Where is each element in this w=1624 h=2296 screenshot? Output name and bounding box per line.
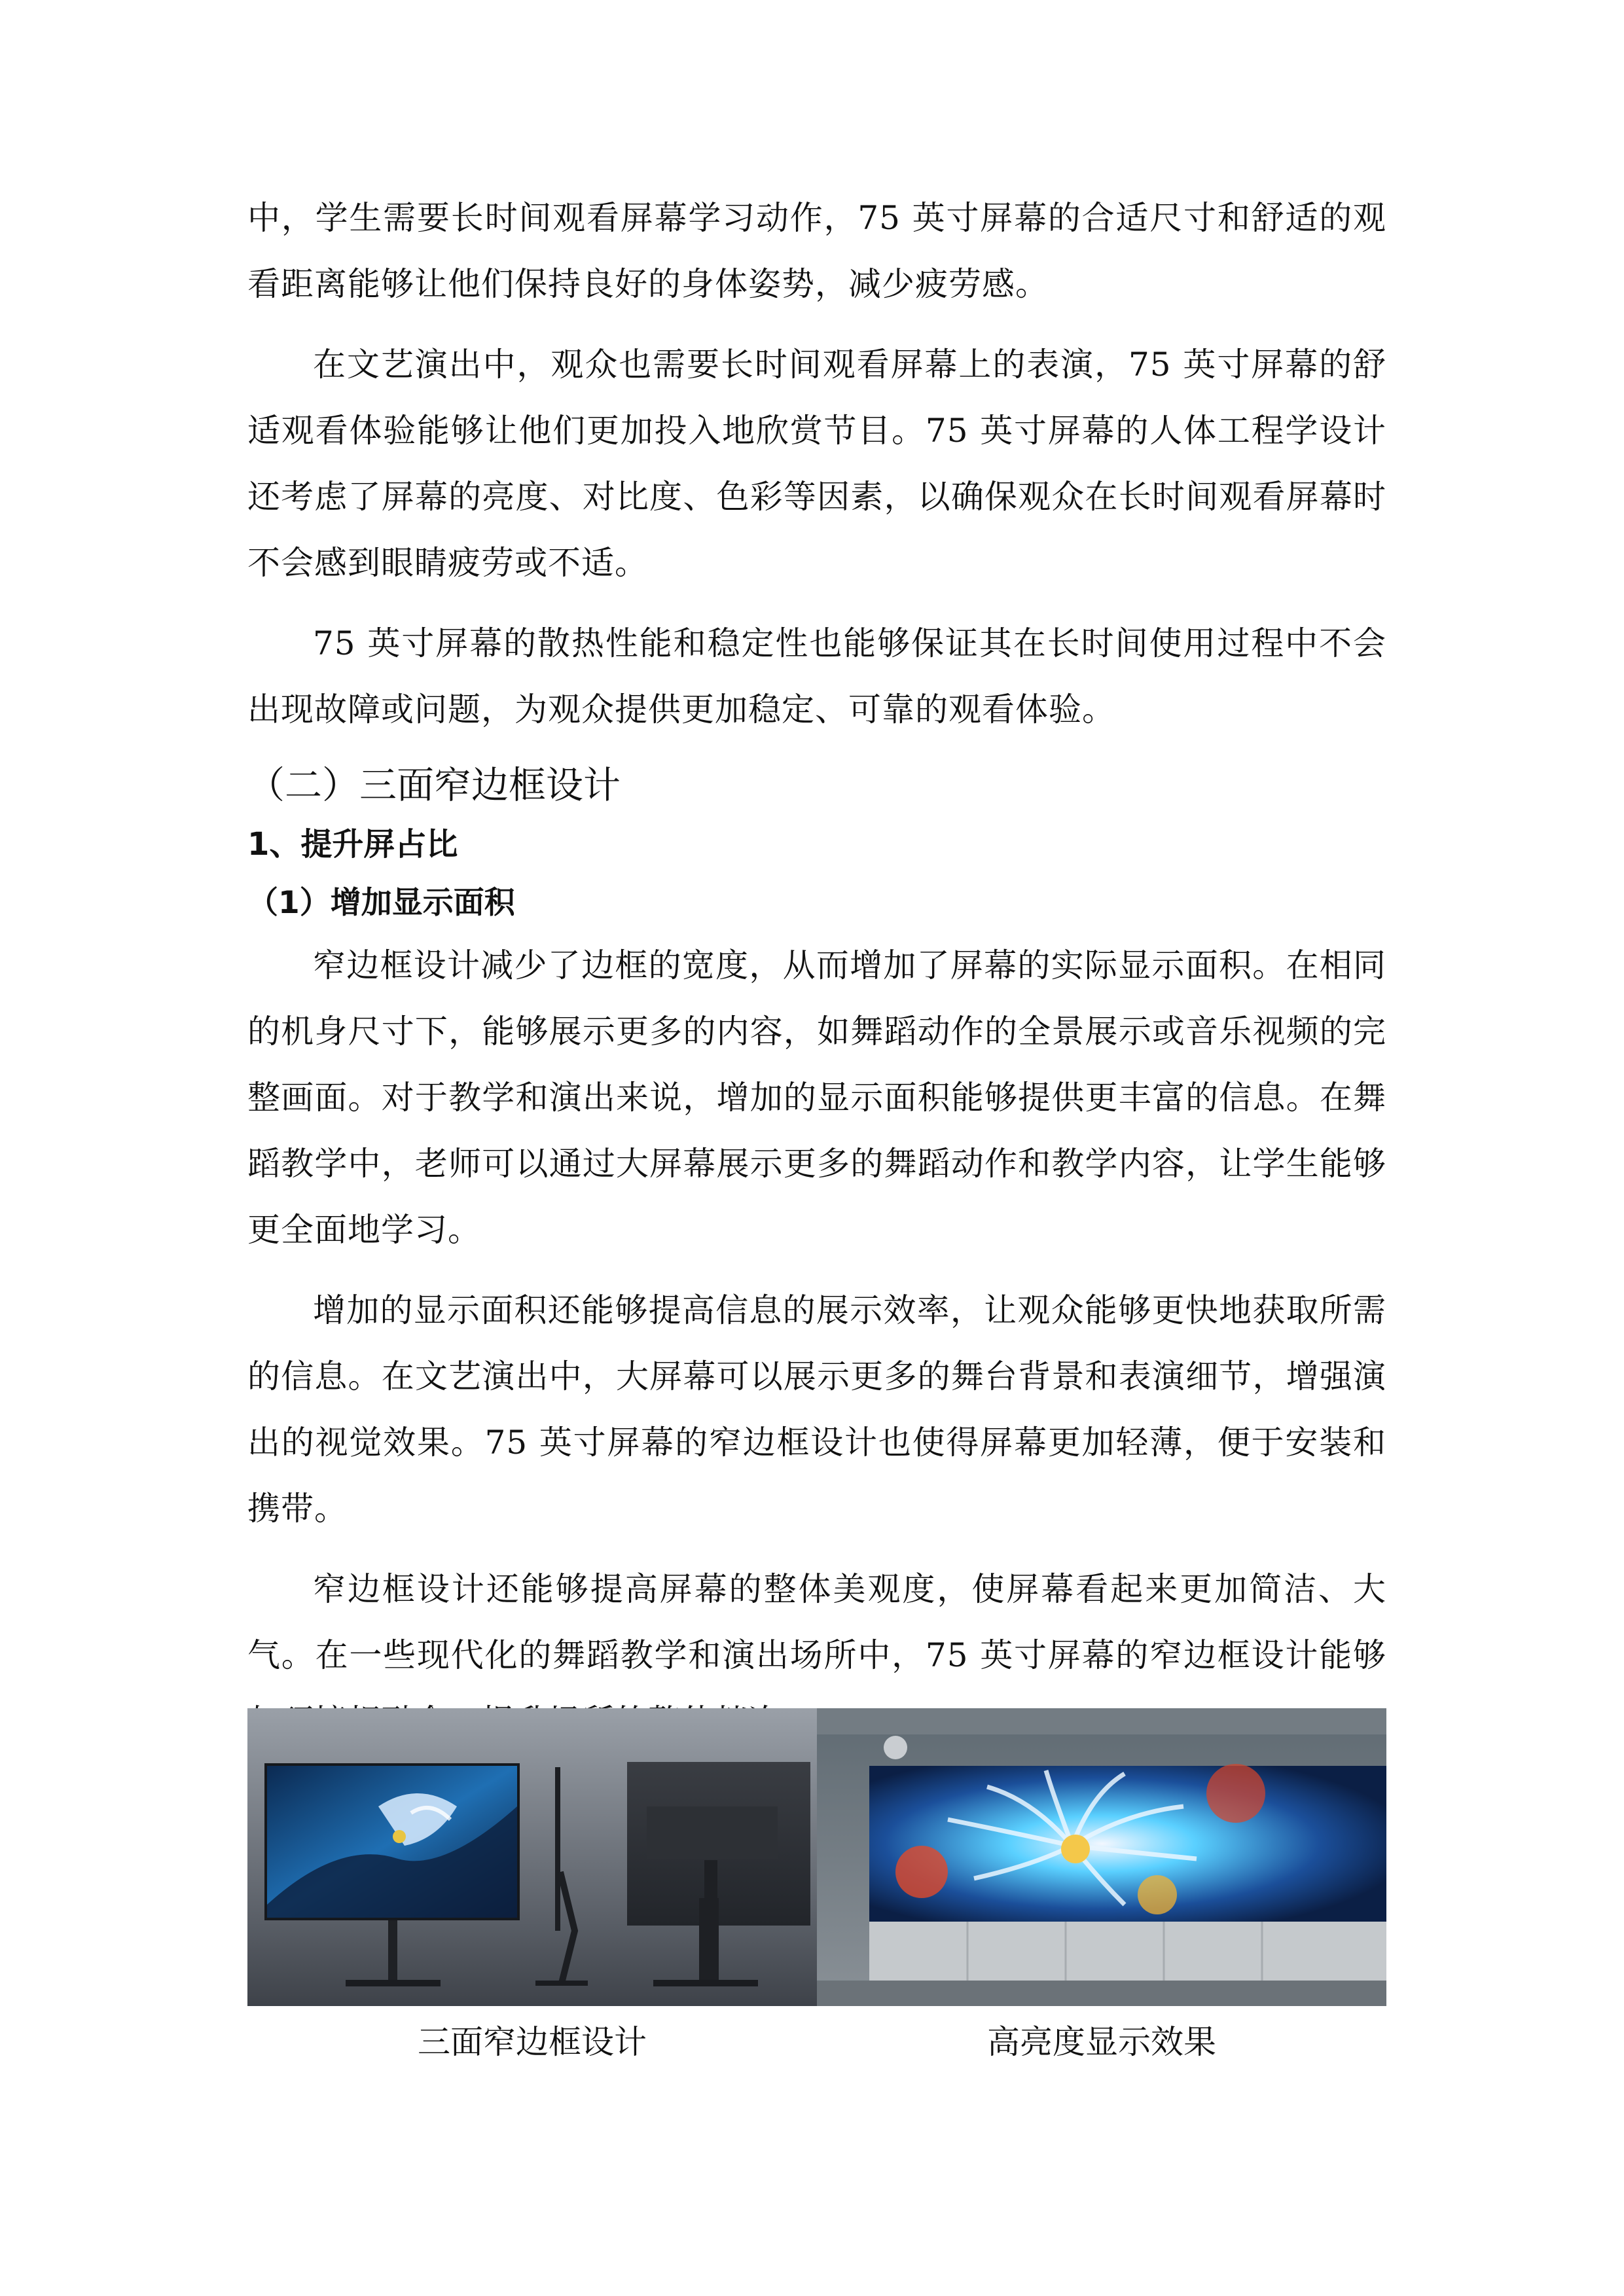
right-figure-caption: 高亮度显示效果 <box>987 2023 1216 2061</box>
left-figure-caption: 三面窄边框设计 <box>418 2023 647 2061</box>
paragraph-3: 75 英寸屏幕的散热性能和稳定性也能够保证其在长时间使用过程中不会出现故障或问题，为观众提供更加稳定、可靠的观看体验。 <box>247 624 1386 728</box>
document-body <box>247 185 1386 1755</box>
figure-row <box>247 1708 1386 2006</box>
high-brightness-display-image <box>817 1708 1386 2006</box>
subheading: 1、提升屏占比 <box>247 826 458 863</box>
paragraph-2: 在文艺演出中，观众也需要长时间观看屏幕上的表演，75 英寸屏幕的舒适观看体验能够让他们更加投入地欣赏节目。75 英寸屏幕的人体工程学设计还考虑了屏幕的亮度、对比度、色彩等因素，以确保观众在长时间观看屏幕时不会感到眼睛疲劳或不适。 <box>247 346 1386 582</box>
paragraph-6: 窄边框设计还能够提高屏幕的整体美观度，使屏幕看起来更加简洁、大气。在一些现代化的舞蹈教学和演出场所中，75 英寸屏幕的窄边框设计能够 <box>247 1570 1386 1674</box>
monitor-photo-illustration <box>247 1708 817 2006</box>
narrow-bezel-monitor-image <box>247 1708 817 2006</box>
subsubheading: （1）增加显示面积 <box>247 885 515 921</box>
paragraph-5: 增加的显示面积还能够提高信息的展示效率，让观众能够更快地获取所需的信息。在文艺演出中，大屏幕可以展示更多的舞台背景和表演细节，增强演出的视觉效果。75 英寸屏幕的窄边框设计也使得屏幕更加轻薄，便于安装和携带。 <box>247 1291 1386 1528</box>
paragraph-1: 中，学生需要长时间观看屏幕学习动作，75 英寸屏幕的合适尺寸和舒适的观看距离能够让他们保持良好的身体姿势，减少疲劳感。 <box>247 199 1386 303</box>
paragraph-4: 窄边框设计减少了边框的宽度，从而增加了屏幕的实际显示面积。在相同的机身尺寸下，能够展示更多的内容，如舞蹈动作的全景展示或音乐视频的完整画面。对于教学和演出来说，增加的显示面积能够提供更丰富的信息。在舞蹈教学中，老师可以通过大屏幕展示更多的舞蹈动作和教学内容，让学生能够更全面地学习。 <box>247 946 1386 1249</box>
led-wall-photo-illustration <box>817 1708 1386 2006</box>
section-heading: （二）三面窄边框设计 <box>247 764 621 807</box>
figure-captions <box>247 2016 1386 2068</box>
